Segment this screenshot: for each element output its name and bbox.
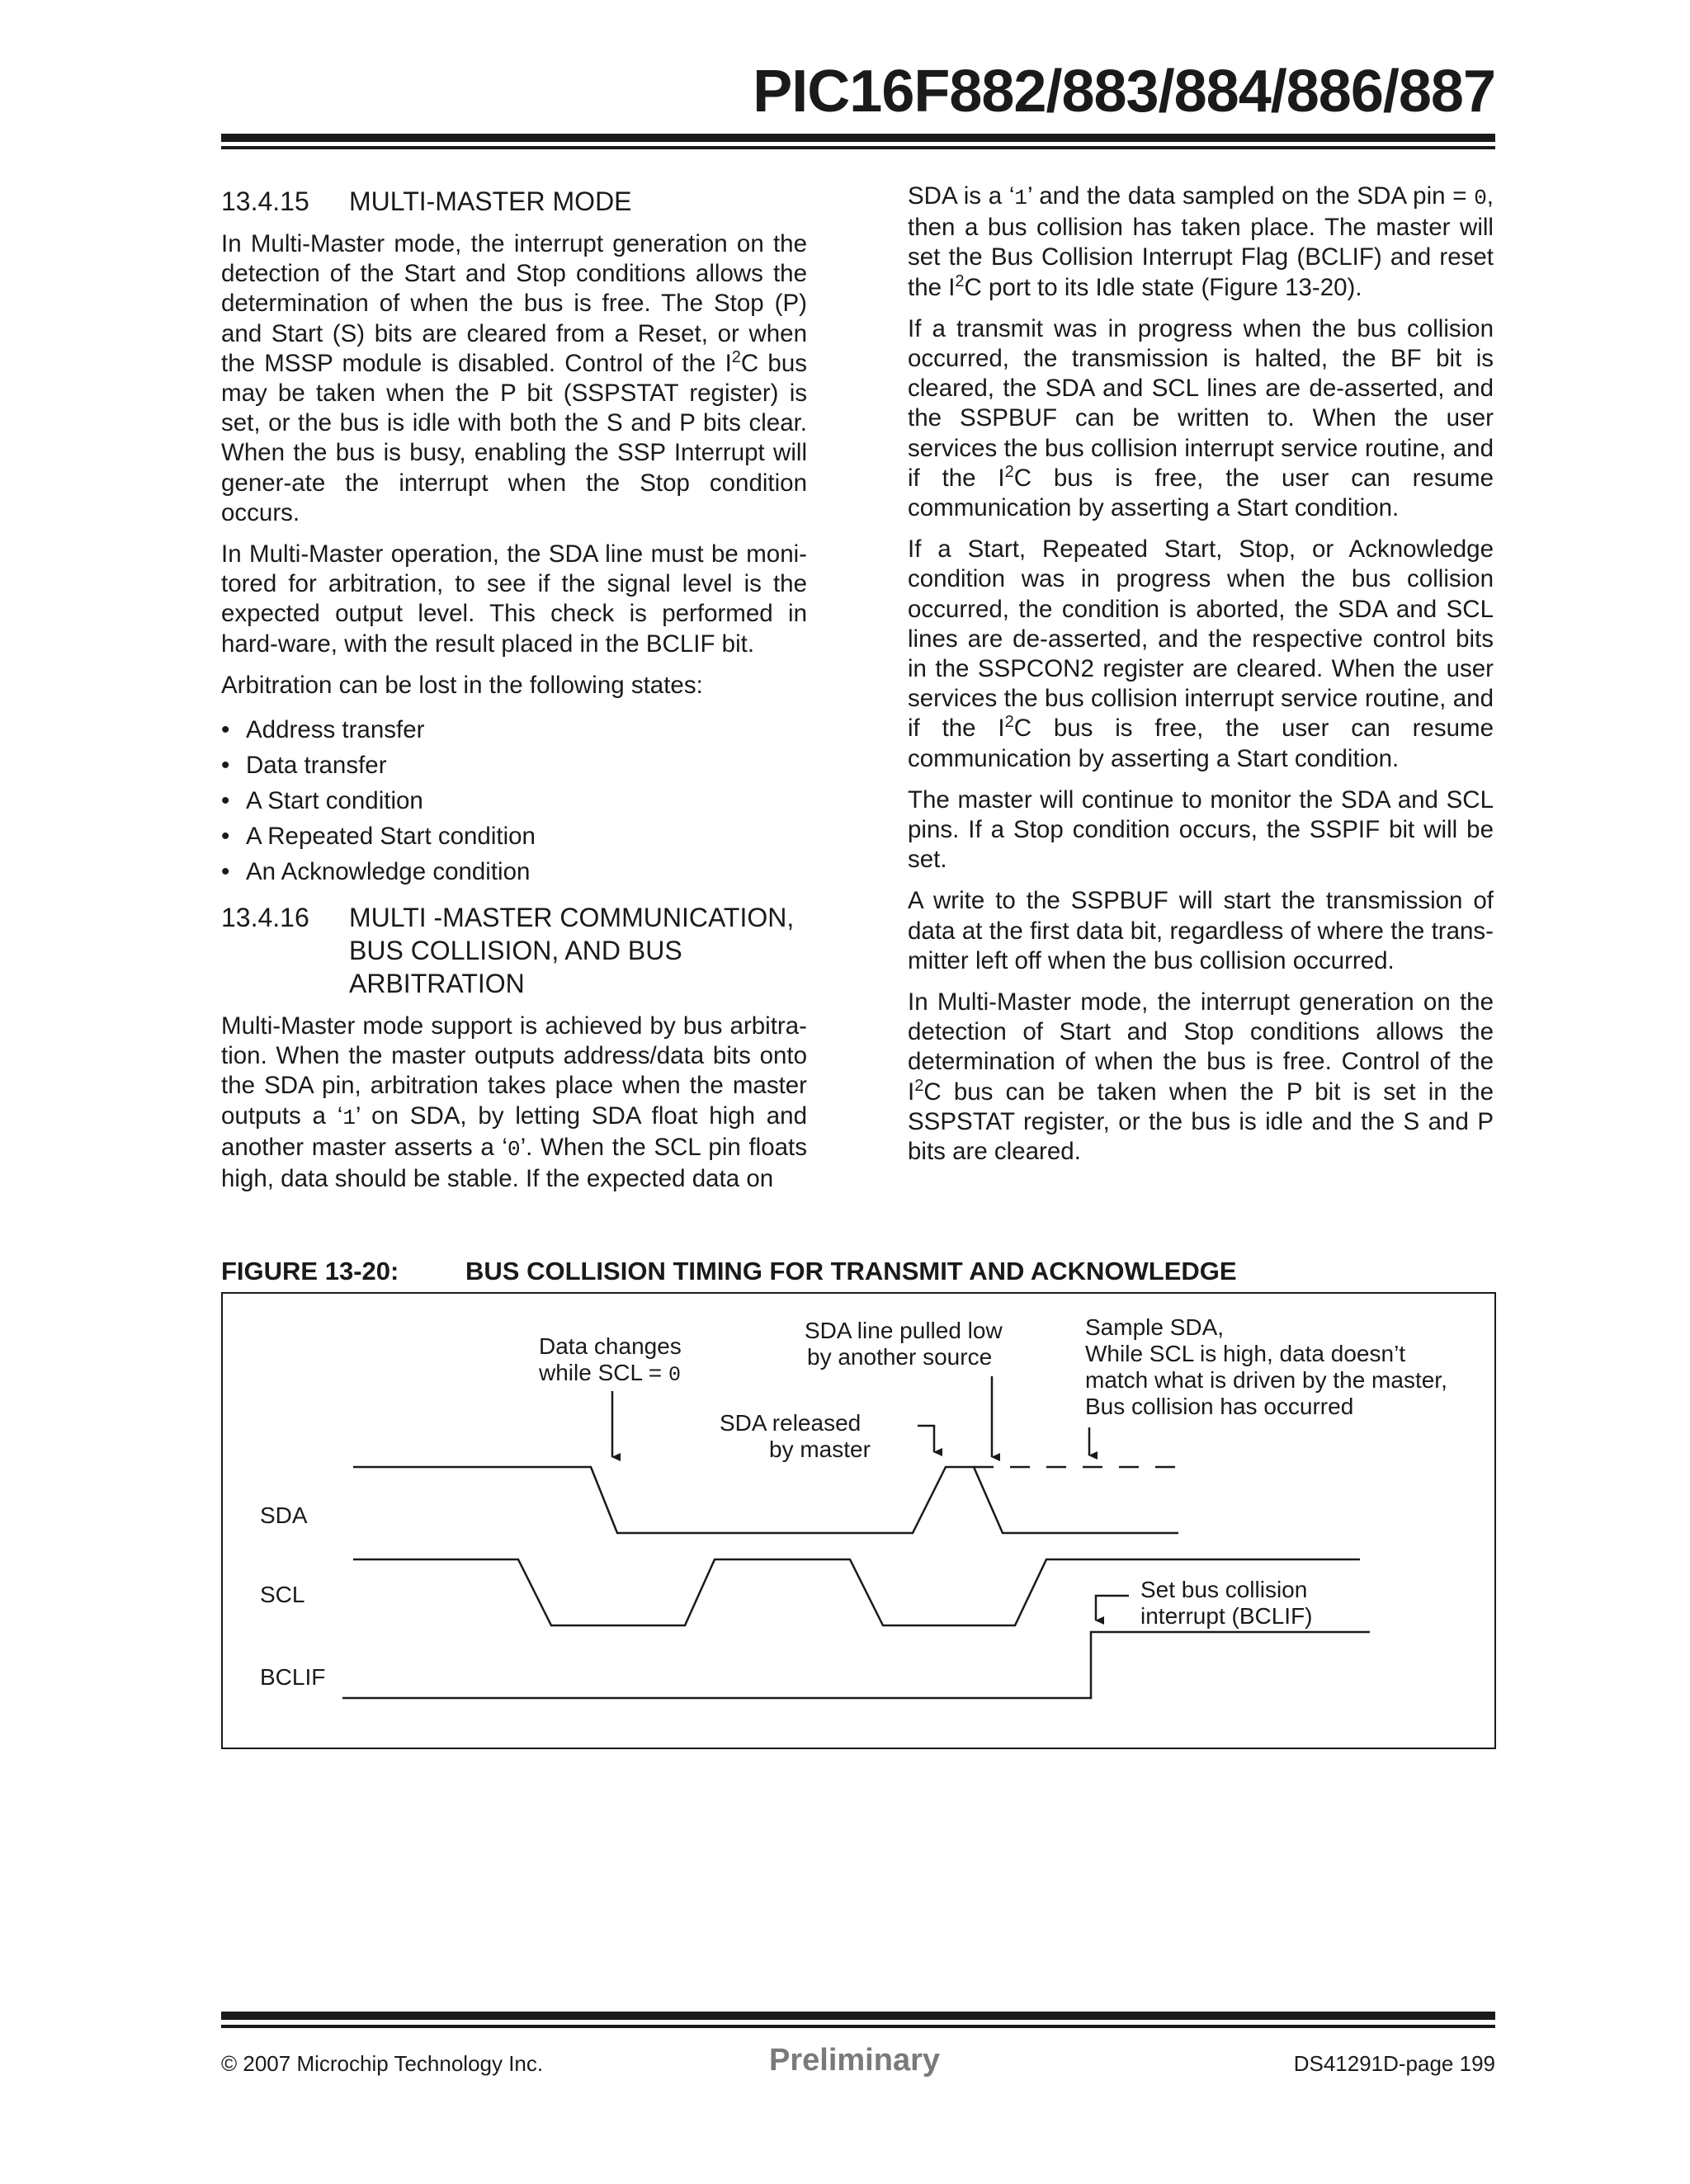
section-heading-13-4-16 [221,901,807,1000]
annotation-collision-occurred: Bus collision has occurred [1085,1394,1354,1419]
section-title: MULTI -MASTER COMMUNICATION, BUS COLLISION, AND BUS ARBITRATION [349,903,795,999]
page-number: DS41291D-page 199 [1293,2051,1495,2076]
header-rule-thin [221,146,1495,149]
footer-rule-thin [221,2025,1495,2028]
annotation-data-changes: Data changes [539,1333,682,1359]
page-header [221,54,1495,147]
arrow-set-bclif [1096,1596,1129,1620]
paragraph: In Multi-Master operation, the SDA line must be moni-tored for arbitration, to see if the signal level is the expected output level. This check is performed in hard-ware, with the result placed in the BCLIF bit. [221,540,807,658]
annotation-sda-released: SDA released [720,1410,862,1436]
list-item: • Address transfer [221,716,425,744]
paragraph: The master will continue to monitor the SDA and SCL pins. If a Stop condition occurs, the SSPIF bit will be set. [908,785,1494,874]
section-heading-13-4-15 [221,185,807,218]
annotation-set-bus-collision: Set bus collision [1140,1577,1308,1602]
arrow-sda-released [918,1426,934,1452]
paragraph: In Multi-Master mode, the interrupt generation on the detection of the Start and Stop conditions allows the determination of when the bus is free. The Stop (P) and Start (S) bits are cleared from a Reset, or when the MSSP module is disabled. Control of the $I^2C$ bus may be taken when the P bit (SSPSTAT register) is set, or the bus is idle with both the S and P bits clear. When the bus is busy, enabling the SSP Interrupt will gener-ate the interrupt when the Stop condition occurs. [221,230,807,526]
annotation-sample-sda: Sample SDA, [1085,1314,1225,1340]
preliminary-label: Preliminary [769,2043,940,2078]
paragraph: In Multi-Master mode, the interrupt generation on the detection of Start and Stop conditions allows the determination of when the bus is free. Control of the $I^2C$ bus can be taken when the P bit is set in the SSPSTAT register, or the bus is idle and the S and P bits are cleared. [908,988,1494,1166]
paragraph: If a Start, Repeated Start, Stop, or Acknowledge condition was in progress when the bus collision occurred, the condition is aborted, the SDA and SCL lines are de-asserted, and the respective control bits in the SSPCON2 register are cleared. When the user services the bus collision interrupt service routine, and if the $I^2C$ bus is free, the user can resume communication by asserting a Start condition. [908,535,1494,772]
list-item: • Data transfer [221,752,387,780]
signal-label-bclif: BCLIF [260,1664,326,1690]
paragraph: Multi-Master mode support is achieved by bus arbitra-tion. When the master outputs address/data bits onto the SDA pin, arbitration takes place when the master outputs a ‘1’ on SDA, by letting SDA float high and another master asserts a ‘0’. When the SCL pin floats high, data should be stable. If the expected data on [221,1012,807,1193]
left-column [221,182,807,1205]
figure-title: BUS COLLISION TIMING FOR TRANSMIT AND ACKNOWLEDGE [465,1257,1237,1285]
section-number: 13.4.16 [221,903,309,933]
header-rule-thick [221,134,1495,142]
bclif-waveform [342,1632,1370,1698]
timing-diagram [221,1292,1496,1749]
arbitration-states-list [221,712,807,889]
sda-waveform [353,1467,1178,1533]
figure-caption [221,1257,1237,1286]
section-number: 13.4.15 [221,186,309,216]
annotation-another-source: by another source [807,1344,993,1370]
annotation-while-scl: while SCL = 0 [539,1360,681,1387]
copyright-text: © 2007 Microchip Technology Inc. [221,2051,544,2076]
annotation-pulled-low: SDA line pulled low [805,1318,1003,1343]
list-item: • A Start condition [221,787,423,815]
paragraph: A write to the SSPBUF will start the transmission of data at the first data bit, regardless of where the trans-mitter left off when the bus collision occurred. [908,887,1494,974]
section-title: MULTI-MASTER MODE [349,186,632,216]
paragraph: Arbitration can be lost in the following states: [221,671,703,699]
signal-label-sda: SDA [260,1502,308,1528]
figure-number: FIGURE 13-20: [221,1257,399,1285]
footer-rule-thick [221,2012,1495,2020]
paragraph: If a transmit was in progress when the bus collision occurred, the transmission is halted, the BF bit is cleared, the SDA and SCL lines are de-asserted, and the SSPBUF can be written to. When the user services the bus collision interrupt service routine, and if the $I^2C$ bus is free, the user can resume communication by asserting a Start condition. [908,314,1494,522]
list-item: • An Acknowledge condition [221,858,531,886]
signal-label-scl: SCL [260,1582,305,1607]
right-column [908,182,1494,1178]
timing-diagram-svg [223,1294,1494,1748]
annotation-by-master: by master [769,1436,871,1462]
annotation-scl-high: While SCL is high, data doesn’t [1085,1341,1406,1366]
annotation-bclif-interrupt: interrupt (BCLIF) [1140,1603,1313,1629]
page-footer [221,2012,1495,2111]
list-item: • A Repeated Start condition [221,823,536,851]
paragraph: SDA is a ‘1’ and the data sampled on the SDA pin = 0, then a bus collision has taken place. The master will set the Bus Collision Interrupt Flag (BCLIF) and reset the $I^2C$ port to its Idle state (Figure 13-20). [908,182,1494,301]
document-title: PIC16F882/883/884/886/887 [753,59,1495,125]
annotation-data-mismatch: match what is driven by the master, [1085,1367,1447,1393]
